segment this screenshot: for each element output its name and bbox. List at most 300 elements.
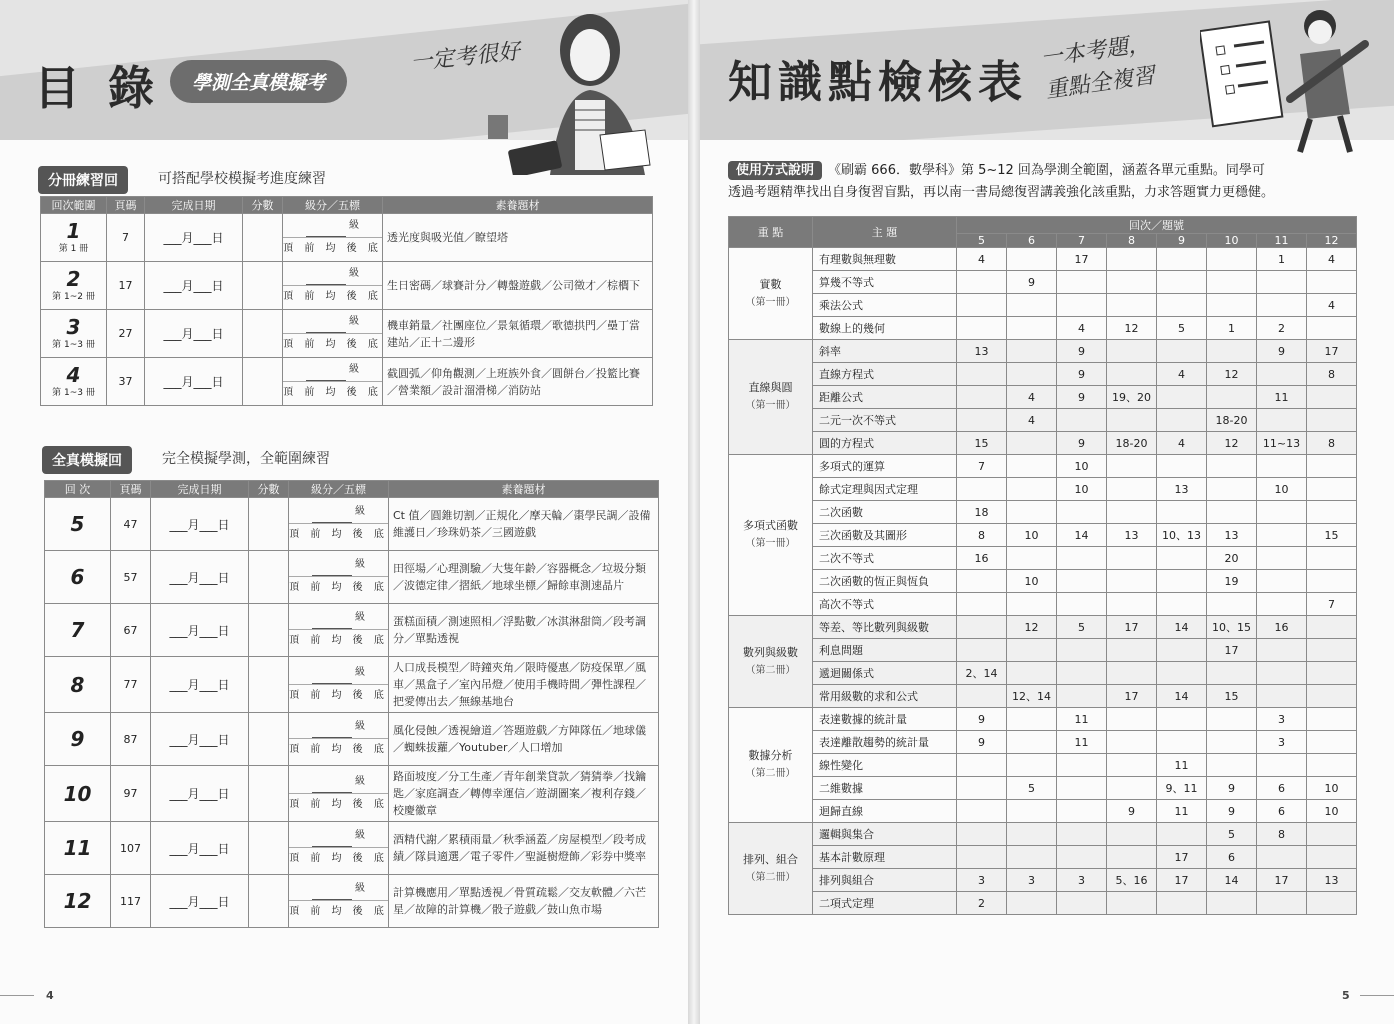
completion-date[interactable]: ___月___日 <box>151 766 249 822</box>
question-number-cell: 10 <box>1257 478 1307 501</box>
question-number-cell: 3 <box>1257 708 1307 731</box>
col-header: 分數 <box>243 197 283 214</box>
topics-cell: 蛋糕面積／測速照相／浮點數／冰淇淋甜筒／段考調分／單點透視 <box>389 604 659 657</box>
score-cell[interactable] <box>249 604 289 657</box>
question-number-cell <box>1057 547 1107 570</box>
col-header: 頁碼 <box>107 197 145 214</box>
month-label: 月 <box>187 623 200 638</box>
question-number-cell <box>1207 892 1257 915</box>
table-row <box>729 892 1357 915</box>
group-name: 排列、組合 <box>743 852 798 866</box>
completion-date[interactable]: ___月___日 <box>151 657 249 713</box>
group-volume: （第一冊） <box>745 400 796 411</box>
topic-cell: 邏輯與集合 <box>813 823 957 846</box>
question-number-cell <box>1157 409 1207 432</box>
five-standard-label: 頂 前 均 後 底 <box>283 338 382 350</box>
question-number-cell: 13 <box>1307 869 1357 892</box>
question-number-cell: 12 <box>1207 432 1257 455</box>
col-header: 級分／五標 <box>289 481 389 498</box>
month-label: 月 <box>187 787 200 801</box>
question-number-cell <box>957 639 1007 662</box>
score-cell[interactable] <box>249 498 289 551</box>
question-number-cell <box>1257 639 1307 662</box>
section-tag-mock: 全真模擬回 <box>42 446 132 474</box>
question-number-cell <box>1007 501 1057 524</box>
question-number-cell <box>1107 823 1157 846</box>
question-number-cell <box>1257 685 1307 708</box>
question-number-cell: 3 <box>957 869 1007 892</box>
round-cell <box>45 498 111 551</box>
question-number-cell: 9、11 <box>1157 777 1207 800</box>
topic-cell: 二次函數的恆正與恆負 <box>813 570 957 593</box>
question-number-cell <box>957 409 1007 432</box>
col-header: 回 次 <box>45 481 111 498</box>
question-number-cell <box>1007 363 1057 386</box>
round-range: 第 1~3 冊 <box>52 388 95 398</box>
day-label: 日 <box>217 623 230 638</box>
month-label: 月 <box>181 375 194 389</box>
level-label: 級 <box>355 506 365 517</box>
table-row <box>729 846 1357 869</box>
question-number-cell: 1 <box>1207 317 1257 340</box>
table-row <box>729 570 1357 593</box>
round-col-header: 7 <box>1057 234 1107 248</box>
table-row <box>41 358 653 406</box>
round-cell <box>41 214 107 262</box>
question-number-cell <box>1307 271 1357 294</box>
question-number-cell: 18-20 <box>1207 409 1257 432</box>
page-title: 目 錄 <box>34 61 161 115</box>
round-col-header: 6 <box>1007 234 1057 248</box>
score-cell[interactable] <box>249 822 289 875</box>
question-number-cell <box>1157 340 1207 363</box>
question-number-cell <box>1307 892 1357 915</box>
completion-date[interactable]: ___月___日 <box>151 822 249 875</box>
question-number-cell: 5 <box>1007 777 1057 800</box>
question-number-cell <box>957 685 1007 708</box>
question-number-cell: 2 <box>957 892 1007 915</box>
score-cell[interactable] <box>243 358 283 406</box>
level-label: 級 <box>355 775 365 787</box>
question-number-cell: 5 <box>1157 317 1207 340</box>
group-name: 數據分析 <box>748 749 793 762</box>
page-number: 5 <box>1342 989 1350 1002</box>
question-number-cell <box>1207 386 1257 409</box>
question-number-cell: 4 <box>1007 386 1057 409</box>
question-number-cell <box>1157 593 1207 616</box>
round-cell <box>41 262 107 310</box>
col-header: 級分／五標 <box>283 197 383 214</box>
question-number-cell: 13 <box>1157 478 1207 501</box>
day-label: 日 <box>217 517 230 532</box>
level-cell[interactable] <box>289 604 389 657</box>
table-row <box>45 766 659 822</box>
five-standard-label: 頂 前 均 後 底 <box>289 689 388 701</box>
score-cell[interactable] <box>243 262 283 310</box>
level-label: 級 <box>349 219 359 231</box>
question-number-cell <box>1007 340 1057 363</box>
usage-line-1: 《刷霸 666．數學科》第 5~12 回為學測全範圍，涵蓋各單元重點。同學可 <box>828 163 1265 178</box>
round-col-header: 5 <box>957 234 1007 248</box>
completion-date[interactable]: ___月___日 <box>145 310 243 358</box>
page-number-cell: 17 <box>107 262 145 310</box>
month-label: 月 <box>187 841 200 856</box>
question-number-cell <box>1107 846 1157 869</box>
question-number-cell <box>1007 662 1057 685</box>
round-number: 3 <box>66 315 81 339</box>
question-number-cell: 9 <box>1057 386 1107 409</box>
round-cell <box>45 604 111 657</box>
five-standard-label: 頂 前 均 後 底 <box>289 529 388 540</box>
question-number-cell <box>1057 846 1107 869</box>
question-number-cell <box>1007 593 1057 616</box>
round-cell <box>45 713 111 766</box>
question-number-cell <box>1307 639 1357 662</box>
page-number-cell: 117 <box>111 875 151 928</box>
question-number-cell: 17 <box>1107 685 1157 708</box>
table-row <box>729 593 1357 616</box>
question-number-cell <box>1107 708 1157 731</box>
level-cell[interactable] <box>283 262 383 310</box>
topics-cell: 路面坡度／分工生產／青年創業貸款／猜猜拳／找鑰匙／家庭調查／轉傳幸運信／遊湖圖案／複利存錢／校慶徽章 <box>389 766 659 822</box>
question-number-cell <box>1007 248 1057 271</box>
table-row <box>729 547 1357 570</box>
group-name: 直線與圓 <box>748 381 793 394</box>
question-number-cell: 4 <box>1057 317 1107 340</box>
completion-date[interactable]: ___月___日 <box>151 551 249 604</box>
table-row <box>45 498 659 551</box>
question-number-cell <box>1057 754 1107 777</box>
question-number-cell: 2、14 <box>957 662 1007 685</box>
question-number-cell: 15 <box>1207 685 1257 708</box>
question-number-cell: 17 <box>1307 340 1357 363</box>
question-number-cell <box>1307 501 1357 524</box>
page-number-cell: 57 <box>111 551 151 604</box>
round-number: 5 <box>70 512 85 536</box>
question-number-cell: 11 <box>1157 800 1207 823</box>
question-number-cell: 9 <box>1107 800 1157 823</box>
mock-table <box>44 480 659 928</box>
topic-cell: 算幾不等式 <box>813 271 957 294</box>
topics-cell: 風化侵蝕／透視繪道／答題遊戲／方陣隊伍／地球儀／蜘蛛拔蘿／Youtuber／人口增加 <box>389 713 659 766</box>
topic-cell: 遞迴關係式 <box>813 662 957 685</box>
table-row <box>729 294 1357 317</box>
table-row <box>729 823 1357 846</box>
question-number-cell <box>1057 685 1107 708</box>
page-number-cell: 37 <box>107 358 145 406</box>
group-name: 實數 <box>759 277 782 291</box>
level-cell[interactable] <box>283 358 383 406</box>
score-cell[interactable] <box>249 875 289 928</box>
level-label: 級 <box>355 666 365 678</box>
completion-date[interactable]: ___月___日 <box>145 358 243 406</box>
col-header-key: 重 點 <box>729 217 813 248</box>
topic-cell: 餘式定理與因式定理 <box>813 478 957 501</box>
question-number-cell <box>1007 892 1057 915</box>
page-number-cell: 107 <box>111 822 151 875</box>
question-number-cell: 20 <box>1207 547 1257 570</box>
level-cell[interactable] <box>283 214 383 262</box>
topic-cell: 排列與組合 <box>813 869 957 892</box>
question-number-cell <box>1257 271 1307 294</box>
level-cell[interactable] <box>289 822 389 875</box>
table-row <box>729 455 1357 478</box>
question-number-cell <box>1307 823 1357 846</box>
topic-cell: 迴歸直線 <box>813 800 957 823</box>
day-label: 日 <box>211 231 224 245</box>
table-row <box>729 662 1357 685</box>
usage-line-2: 透過考題精準找出自身復習盲點，再以南一書局總復習講義強化該重點，力求答題實力更穩健。 <box>728 185 1275 200</box>
page-number: 4 <box>46 989 54 1002</box>
round-col-header: 8 <box>1107 234 1157 248</box>
day-label: 日 <box>217 678 230 692</box>
round-cell <box>45 551 111 604</box>
table-row <box>45 551 659 604</box>
question-number-cell <box>957 363 1007 386</box>
question-number-cell <box>1307 478 1357 501</box>
question-number-cell <box>1257 593 1307 616</box>
question-number-cell <box>1107 340 1157 363</box>
score-cell[interactable] <box>249 551 289 604</box>
question-number-cell: 15 <box>957 432 1007 455</box>
question-number-cell <box>1257 754 1307 777</box>
round-range: 第 1~3 冊 <box>52 340 95 350</box>
group-volume: （第二冊） <box>745 768 796 779</box>
table-row <box>729 754 1357 777</box>
question-number-cell: 19、20 <box>1107 386 1157 409</box>
topics-cell: 田徑場／心理測驗／大隻年齡／容器概念／垃圾分類／波德定律／摺紙／地球坐標／歸餘車測速晶片 <box>389 551 659 604</box>
five-standard-label: 頂 前 均 後 底 <box>283 290 382 302</box>
question-number-cell: 7 <box>957 455 1007 478</box>
question-number-cell <box>1207 708 1257 731</box>
topics-cell: 計算機應用／單點透視／骨質疏鬆／交友軟體／六芒星／故障的計算機／骰子遊戲／鼓山魚市場 <box>389 875 659 928</box>
question-number-cell: 1 <box>1257 248 1307 271</box>
question-number-cell: 10 <box>1307 777 1357 800</box>
key-group <box>729 455 813 616</box>
topic-cell: 圓的方程式 <box>813 432 957 455</box>
day-label: 日 <box>217 732 230 747</box>
question-number-cell <box>1257 547 1307 570</box>
question-number-cell: 16 <box>957 547 1007 570</box>
score-cell[interactable] <box>249 713 289 766</box>
question-number-cell <box>1307 386 1357 409</box>
question-number-cell <box>1207 248 1257 271</box>
round-number: 11 <box>63 836 92 860</box>
topic-cell: 二元一次不等式 <box>813 409 957 432</box>
round-cell <box>45 766 111 822</box>
question-number-cell <box>957 616 1007 639</box>
question-number-cell: 4 <box>1157 432 1207 455</box>
question-number-cell: 8 <box>1307 432 1357 455</box>
table-row <box>45 875 659 928</box>
question-number-cell: 2 <box>1257 317 1307 340</box>
question-number-cell <box>957 754 1007 777</box>
col-header-rounds: 回次／題號 <box>957 217 1357 234</box>
level-cell[interactable] <box>289 551 389 604</box>
question-number-cell <box>1307 731 1357 754</box>
question-number-cell <box>957 846 1007 869</box>
completion-date[interactable]: ___月___日 <box>145 262 243 310</box>
round-number: 2 <box>66 267 81 291</box>
question-number-cell: 12 <box>1207 363 1257 386</box>
section-desc-mock: 完全模擬學測，全範圍練習 <box>162 451 330 467</box>
question-number-cell <box>1057 409 1107 432</box>
table-row <box>729 800 1357 823</box>
col-header: 分數 <box>249 481 289 498</box>
question-number-cell <box>1207 340 1257 363</box>
question-number-cell <box>1057 823 1107 846</box>
key-group <box>729 616 813 708</box>
question-number-cell <box>1107 754 1157 777</box>
question-number-cell: 12 <box>1107 317 1157 340</box>
question-number-cell: 17 <box>1207 639 1257 662</box>
level-label: 級 <box>349 363 359 375</box>
question-number-cell <box>1057 639 1107 662</box>
question-number-cell: 13 <box>957 340 1007 363</box>
completion-date[interactable]: ___月___日 <box>145 214 243 262</box>
topic-cell: 直線方程式 <box>813 363 957 386</box>
level-cell[interactable] <box>289 713 389 766</box>
question-number-cell: 10 <box>1057 478 1107 501</box>
five-standard-label: 頂 前 均 後 底 <box>283 386 382 398</box>
level-cell[interactable] <box>289 498 389 551</box>
question-number-cell: 8 <box>1257 823 1307 846</box>
question-number-cell <box>1157 892 1207 915</box>
topics-cell: 透光度與吸光值／瞭望塔 <box>383 214 653 262</box>
month-label: 月 <box>187 517 200 532</box>
topic-cell: 高次不等式 <box>813 593 957 616</box>
five-standard-label: 頂 前 均 後 底 <box>289 853 388 864</box>
question-number-cell <box>1107 639 1157 662</box>
topic-cell: 等差、等比數列與級數 <box>813 616 957 639</box>
round-cell <box>45 657 111 713</box>
question-number-cell: 14 <box>1207 869 1257 892</box>
completion-date[interactable]: ___月___日 <box>151 713 249 766</box>
page-number-cell: 7 <box>107 214 145 262</box>
level-cell[interactable] <box>283 310 383 358</box>
question-number-cell: 13 <box>1207 524 1257 547</box>
round-col-header: 10 <box>1207 234 1257 248</box>
question-number-cell: 11 <box>1057 731 1107 754</box>
question-number-cell: 6 <box>1257 777 1307 800</box>
table-row <box>729 501 1357 524</box>
question-number-cell: 19 <box>1207 570 1257 593</box>
table-row <box>729 639 1357 662</box>
question-number-cell <box>1007 294 1057 317</box>
question-number-cell: 3 <box>1057 869 1107 892</box>
question-number-cell <box>1057 501 1107 524</box>
round-number: 8 <box>70 672 85 697</box>
question-number-cell <box>957 386 1007 409</box>
key-group <box>729 340 813 455</box>
table-row <box>729 478 1357 501</box>
col-header: 素養題材 <box>383 197 653 214</box>
level-cell[interactable] <box>289 875 389 928</box>
group-volume: （第一冊） <box>745 296 796 308</box>
day-label: 日 <box>217 894 230 909</box>
completion-date[interactable]: ___月___日 <box>151 604 249 657</box>
five-standard-label: 頂 前 均 後 底 <box>283 242 382 254</box>
topic-cell: 二次不等式 <box>813 547 957 570</box>
question-number-cell <box>1157 386 1207 409</box>
score-cell[interactable] <box>249 657 289 713</box>
question-number-cell: 9 <box>1057 432 1107 455</box>
question-number-cell <box>1157 547 1207 570</box>
level-cell[interactable] <box>289 657 389 713</box>
completion-date[interactable]: ___月___日 <box>151 875 249 928</box>
question-number-cell <box>1007 708 1057 731</box>
group-volume: （第二冊） <box>745 664 796 676</box>
five-standard-label: 頂 前 均 後 底 <box>289 744 388 755</box>
topic-cell: 多項式的運算 <box>813 455 957 478</box>
handwriting-note-1: 一本考題， <box>1039 31 1152 72</box>
score-cell[interactable] <box>243 310 283 358</box>
question-number-cell <box>1307 409 1357 432</box>
question-number-cell: 8 <box>1307 363 1357 386</box>
topics-cell: 酒精代謝／累積雨量／秋季涵蓋／房屋模型／段考成績／隊員適選／電子零件／聖誕樹燈飾／彩券中獎率 <box>389 822 659 875</box>
question-number-cell <box>1157 708 1207 731</box>
question-number-cell <box>1207 294 1257 317</box>
col-header-topic: 主 題 <box>813 217 957 248</box>
topic-cell: 表達數據的統計量 <box>813 708 957 731</box>
question-number-cell <box>1057 892 1107 915</box>
question-number-cell <box>1257 524 1307 547</box>
topics-cell: 人口成長模型／時鐘夾角／限時優惠／防疫保單／風車／黑盒子／室內吊燈／使用手機時間／彈性課程／把愛傳出去／無線基地台 <box>389 657 659 713</box>
question-number-cell: 13 <box>1107 524 1157 547</box>
question-number-cell: 9 <box>1057 340 1107 363</box>
question-number-cell <box>957 478 1007 501</box>
topic-cell: 線性變化 <box>813 754 957 777</box>
table-row <box>729 317 1357 340</box>
question-number-cell <box>1007 317 1057 340</box>
question-number-cell <box>1257 570 1307 593</box>
col-header: 素養題材 <box>389 481 659 498</box>
day-label: 日 <box>217 570 230 585</box>
score-cell[interactable] <box>249 766 289 822</box>
question-number-cell <box>957 294 1007 317</box>
question-number-cell <box>1057 662 1107 685</box>
question-number-cell <box>1207 731 1257 754</box>
level-label: 級 <box>355 612 365 623</box>
table-row <box>729 731 1357 754</box>
round-cell <box>41 358 107 406</box>
question-number-cell <box>1007 846 1057 869</box>
five-standard-label: 頂 前 均 後 底 <box>289 798 388 810</box>
group-volume: （第二冊） <box>745 871 796 883</box>
question-number-cell <box>1057 570 1107 593</box>
table-row <box>729 708 1357 731</box>
question-number-cell <box>1157 823 1207 846</box>
topic-cell: 二項式定理 <box>813 892 957 915</box>
question-number-cell <box>1007 432 1057 455</box>
score-cell[interactable] <box>243 214 283 262</box>
question-number-cell <box>1107 501 1157 524</box>
usage-tag: 使用方式說明 <box>728 161 822 180</box>
level-label: 級 <box>355 883 365 894</box>
question-number-cell: 4 <box>957 248 1007 271</box>
question-number-cell: 18-20 <box>1107 432 1157 455</box>
question-number-cell <box>1057 593 1107 616</box>
level-cell[interactable] <box>289 766 389 822</box>
page-footer-line <box>0 995 34 996</box>
question-number-cell <box>1257 501 1307 524</box>
page-number-cell: 97 <box>111 766 151 822</box>
question-number-cell: 9 <box>1007 271 1057 294</box>
page-number-cell: 47 <box>111 498 151 551</box>
completion-date[interactable]: ___月___日 <box>151 498 249 551</box>
page-number-cell: 67 <box>111 604 151 657</box>
round-range: 第 1 冊 <box>58 244 89 254</box>
